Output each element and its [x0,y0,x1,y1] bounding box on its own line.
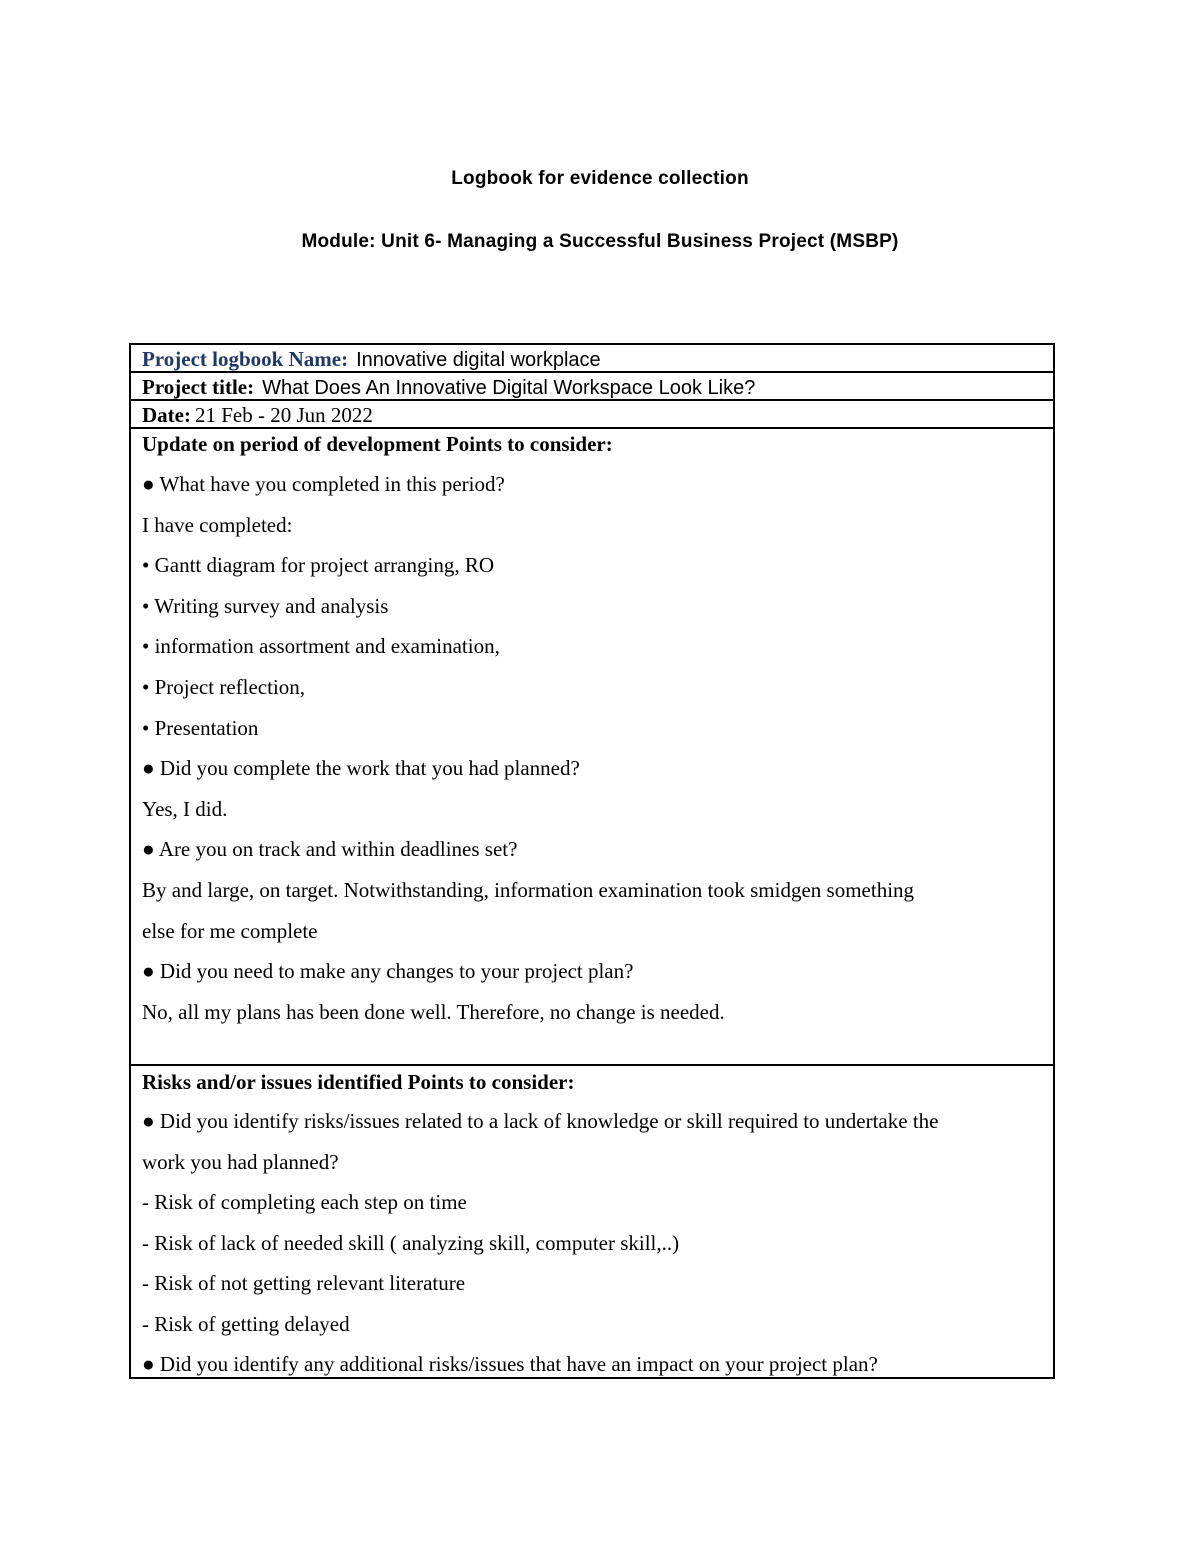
date-value: 21 Feb - 20 Jun 2022 [194,403,373,427]
development-heading: Update on period of development Points to consider: [142,432,613,456]
development-line: ● Are you on track and within deadlines set? [142,837,518,862]
document-title: Logbook for evidence collection [451,168,749,189]
row-project-title [131,373,1053,401]
development-section [131,429,1053,1066]
development-line: • Gantt diagram for project arranging, RO [142,553,494,578]
risks-line: ● Did you identify any additional risks/issues that have an impact on your project plan? [142,1352,878,1376]
development-line: I have completed: [142,512,293,537]
development-line: • Project reflection, [142,674,306,699]
module-title: Module: Unit 6- Managing a Successful Business Project (MSBP) [301,231,899,252]
development-line: ● Did you need to make any changes to your project plan? [142,959,634,984]
risks-heading: Risks and/or issues identified Points to consider: [142,1070,575,1094]
development-line: • Presentation [142,715,259,740]
project-title-label: Project title: [142,375,255,399]
risks-section [131,1066,1053,1377]
risks-line: ● Did you identify risks/issues related to a lack of knowledge or skill required to undertake the [142,1109,939,1133]
row-logbook-name [131,345,1053,373]
project-title-value: What Does An Innovative Digital Workspace Look Like? [262,377,756,399]
date-label: Date: [142,403,191,427]
development-line: • information assortment and examination, [142,634,500,659]
development-line: else for me complete [142,918,318,943]
row-date [131,401,1053,429]
risks-line: work you had planned? [142,1149,339,1174]
development-line: • Writing survey and analysis [142,593,389,618]
risks-line: - Risk of lack of needed skill ( analyzing skill, computer skill,..) [142,1230,680,1255]
development-line: ● What have you completed in this period? [142,472,505,496]
logbook-name-label: Project logbook Name: [142,347,349,371]
development-line: Yes, I did. [142,796,228,821]
risks-line: - Risk of getting delayed [142,1311,350,1336]
logbook-table [129,343,1055,1379]
risks-line: - Risk of not getting relevant literature [142,1271,466,1295]
logbook-name-value: Innovative digital workplace [356,349,601,371]
development-line: By and large, on target. Notwithstanding, information examination took smidgen something [142,877,915,902]
development-line: ● Did you complete the work that you had planned? [142,756,580,781]
development-line: No, all my plans has been done well. Therefore, no change is needed. [142,999,725,1024]
risks-line: - Risk of completing each step on time [142,1190,467,1214]
